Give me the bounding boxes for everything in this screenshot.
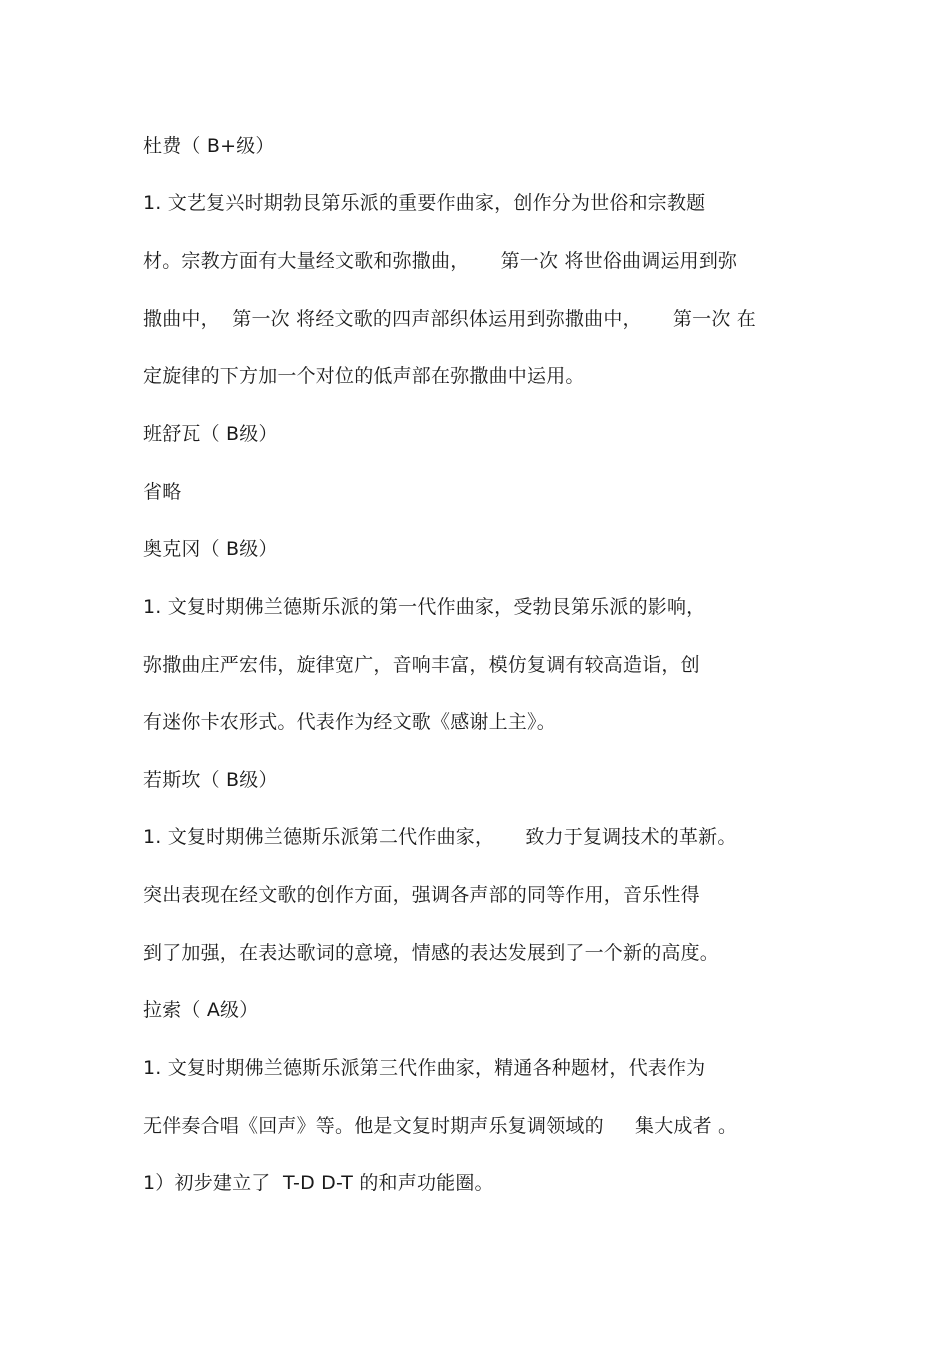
paragraph-line: 撒曲中， 第一次 将经文歌的四声部织体运用到弥撒曲中， 第一次 在 — [143, 308, 756, 330]
heading-binchois: 班舒瓦（ B级） — [143, 423, 278, 445]
paragraph-line: 1. 文复时期佛兰德斯乐派的第一代作曲家，受勃艮第乐派的影响， — [143, 596, 706, 618]
paragraph-line: 弥撒曲庄严宏伟，旋律宽广，音响丰富，模仿复调有较高造诣，创 — [143, 654, 700, 676]
paragraph-line: 定旋律的下方加一个对位的低声部在弥撒曲中运用。 — [143, 365, 585, 387]
paragraph-line: 1）初步建立了 T-D D-T 的和声功能圈。 — [143, 1172, 494, 1194]
paragraph-line: 1. 文复时期佛兰德斯乐派第三代作曲家，精通各种题材，代表作为 — [143, 1057, 706, 1079]
paragraph-line: 1. 文复时期佛兰德斯乐派第二代作曲家， 致力于复调技术的革新。 — [143, 826, 737, 848]
paragraph-line: 突出表现在经文歌的创作方面，强调各声部的同等作用，音乐性得 — [143, 884, 700, 906]
paragraph-line: 到了加强，在表达歌词的意境，情感的表达发展到了一个新的高度。 — [143, 942, 720, 964]
heading-dufay: 杜费（ B+级） — [143, 135, 275, 157]
heading-ockeghem: 奥克冈（ B级） — [143, 538, 278, 560]
paragraph-line: 材。宗教方面有大量经文歌和弥撒曲， 第一次 将世俗曲调运用到弥 — [143, 250, 738, 272]
heading-lassus: 拉索（ A级） — [143, 999, 259, 1021]
paragraph-line: 有迷你卡农形式。代表作为经文歌《感谢上主》。 — [143, 711, 556, 733]
paragraph-line: 省略 — [143, 481, 182, 503]
paragraph-line: 无伴奏合唱《回声》等。他是文复时期声乐复调领域的 集大成者 。 — [143, 1115, 738, 1137]
paragraph-line: 1. 文艺复兴时期勃艮第乐派的重要作曲家，创作分为世俗和宗教题 — [143, 192, 706, 214]
heading-josquin: 若斯坎（ B级） — [143, 769, 278, 791]
